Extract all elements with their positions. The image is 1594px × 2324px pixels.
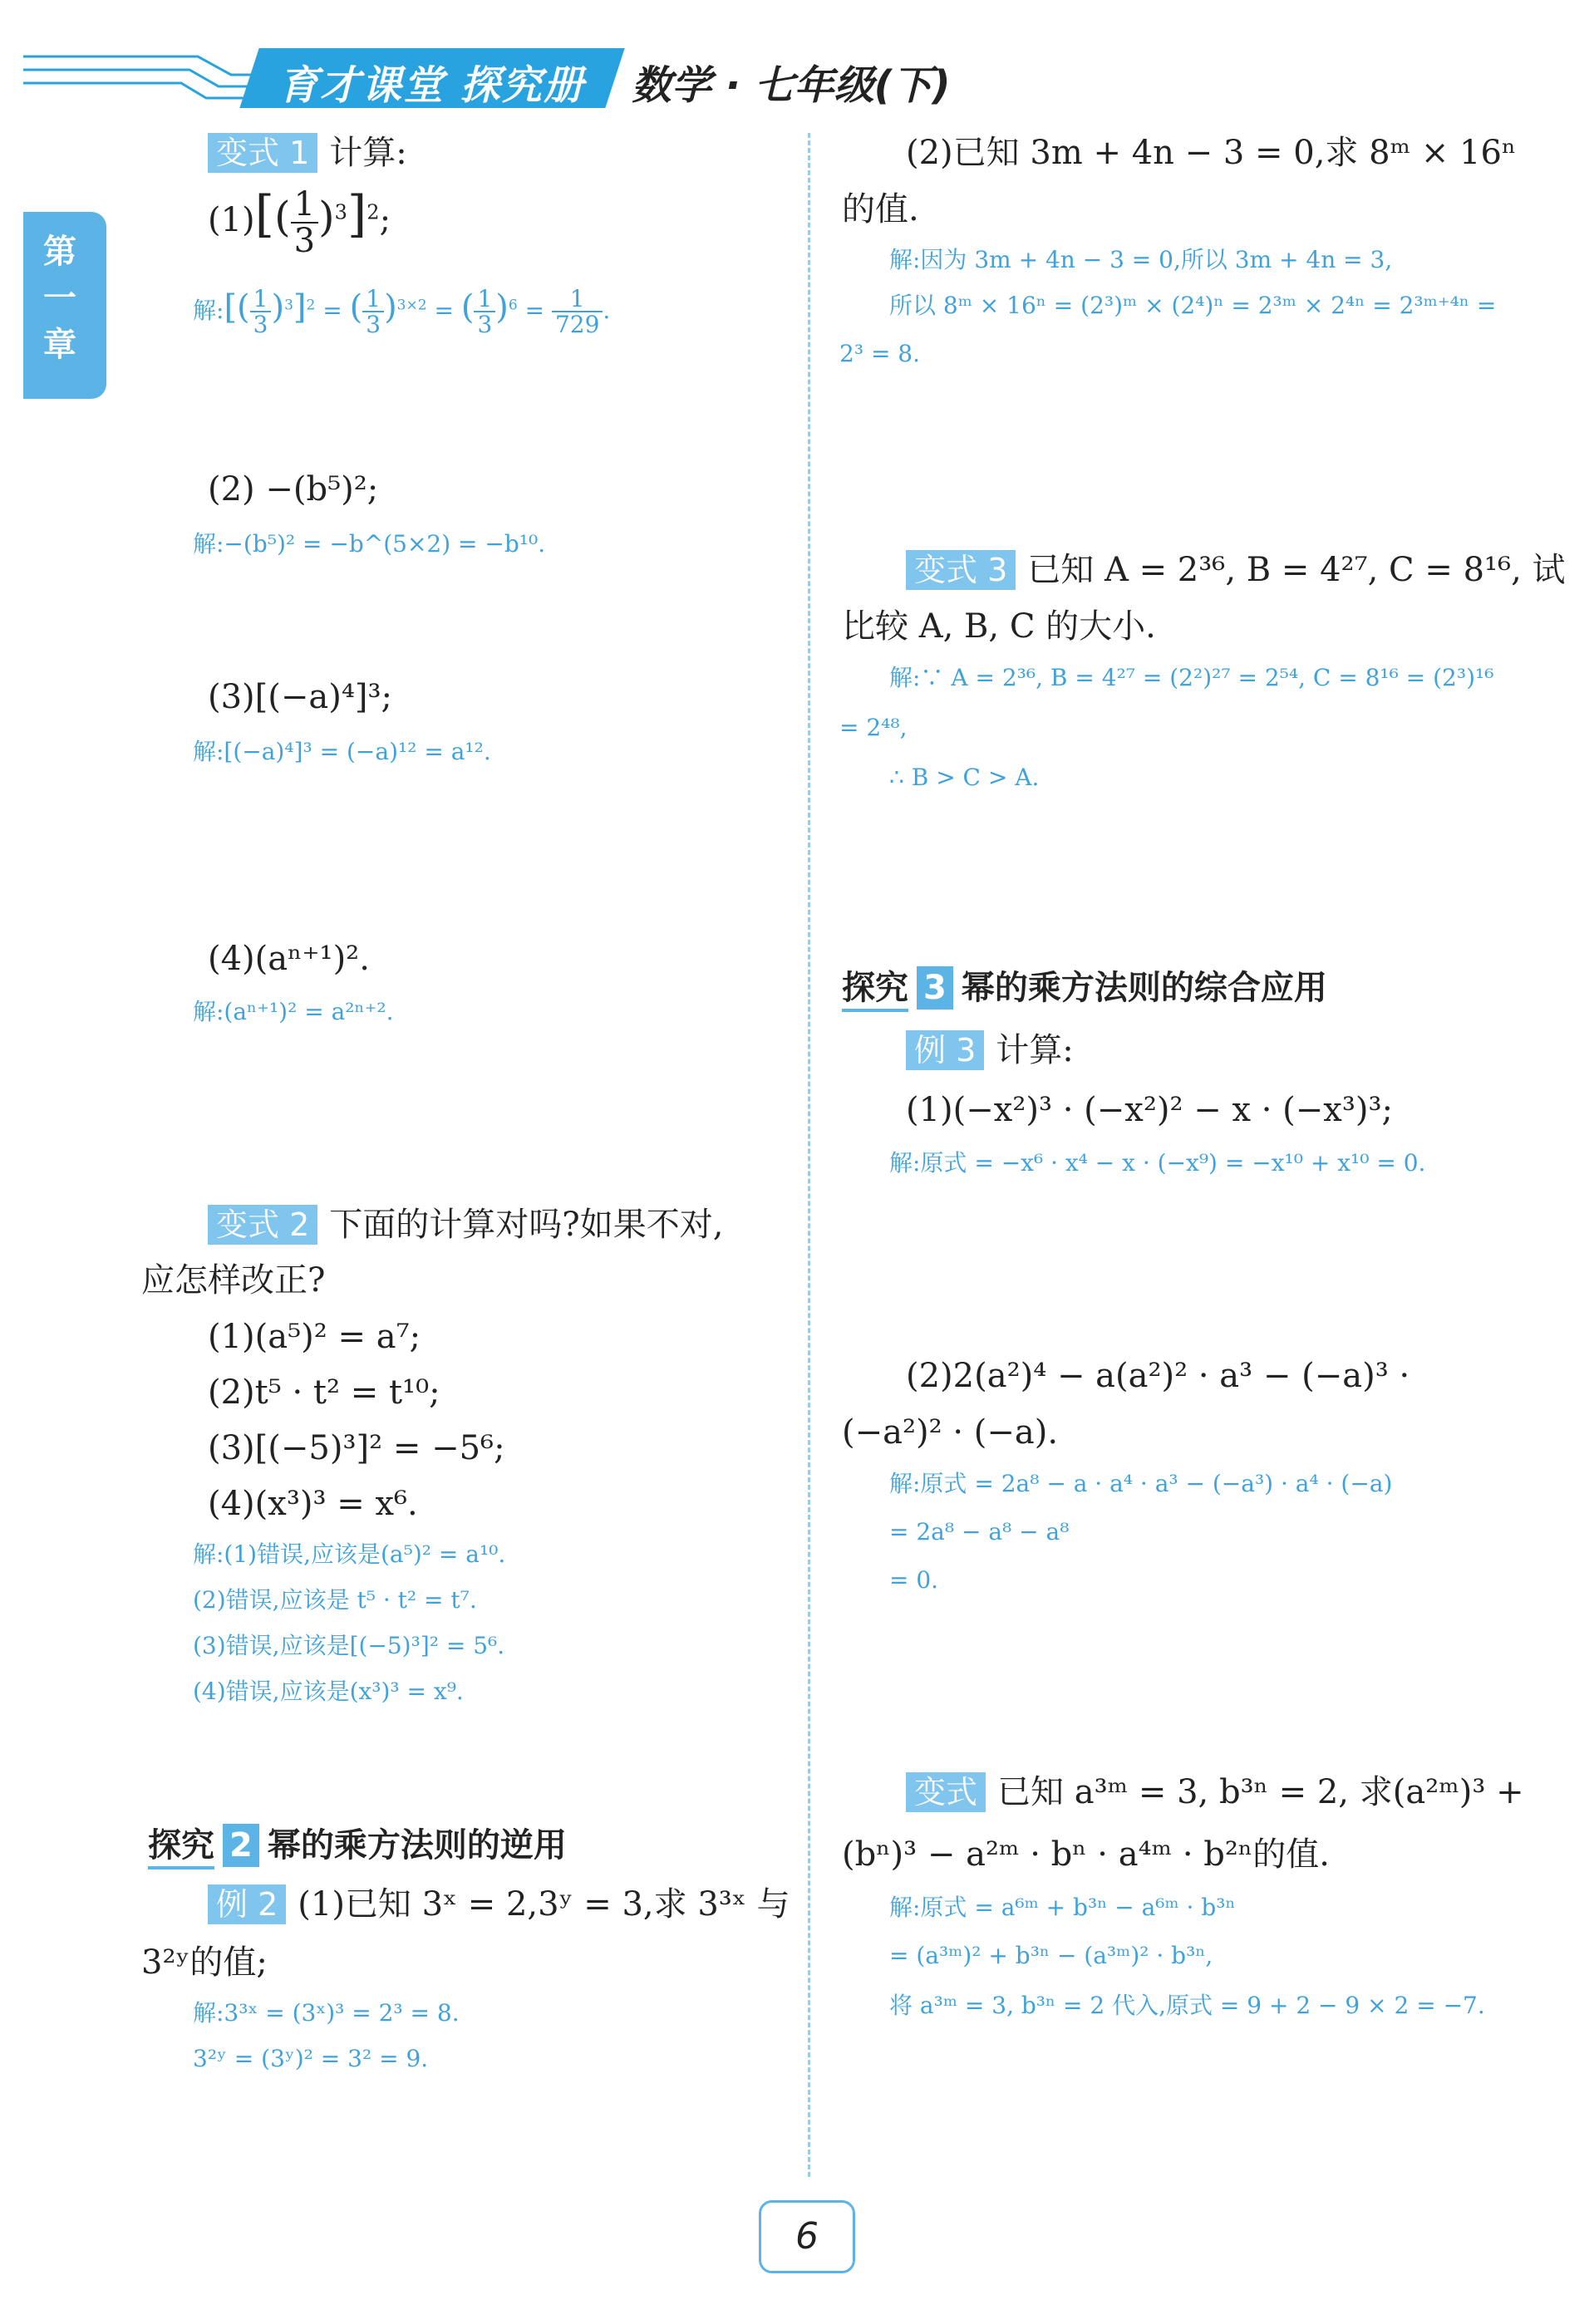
ex3-answer-2-line-1: 解:原式 = 2a⁸ − a · a⁴ · a³ − (−a³) · a⁴ · (−a) — [889, 1470, 1393, 1497]
example-2-line-1: (1)已知 3ˣ = 2,3ʸ = 3,求 3³ˣ 与 — [298, 1885, 790, 1924]
ex2-answer-2: 3²ʸ = (3ʸ)² = 3² = 9. — [193, 2045, 429, 2072]
v1-question-4: (4)(aⁿ⁺¹)². — [208, 940, 370, 978]
ex3-answer-2-line-2: = 2a⁸ − a⁸ − a⁸ — [889, 1518, 1070, 1545]
vf-answer-1: 解:原式 = a⁶ᵐ + b³ⁿ − a⁶ᵐ · b³ⁿ — [889, 1894, 1236, 1921]
v1-answer-1: 解:[( $\frac{1}{3}$ )$^3$]$^2$ = ( $\frac{1}{3}$ )$^{3\times 2}$ = ( $\frac{1}{3}$ )$^6$ = $\frac{1}{729}$ . — [193, 285, 611, 339]
section-2-heading — [148, 1824, 567, 1867]
v2-item-4: (4)(x³)³ = x⁶. — [208, 1485, 418, 1523]
vf-answer-2: = (a³ᵐ)² + b³ⁿ − (a³ᵐ)² · b³ⁿ, — [889, 1942, 1213, 1969]
v1-question-3: (3)[(−a)⁴]³; — [208, 678, 392, 716]
variant-2-title: 下面的计算对吗?如果不对, — [329, 1206, 724, 1244]
series-title: 育才课堂 探究册 — [278, 62, 585, 109]
example-3-badge: 例 3 — [906, 1030, 984, 1070]
v2-answer-4: (4)错误,应该是(x³)³ = x⁹. — [193, 1678, 464, 1705]
v2-answer-3: (3)错误,应该是[(−5)³]² = 5⁶. — [193, 1632, 505, 1659]
example-3-title: 计算: — [996, 1031, 1074, 1069]
chapter-label-char-3: 章 — [43, 326, 76, 364]
variant-final-badge: 变式 — [906, 1772, 986, 1812]
ex3-answer-2-line-3: = 0. — [889, 1566, 939, 1594]
ex2b-answer-3: 2³ = 8. — [839, 340, 921, 367]
example-3-heading — [906, 1030, 1074, 1070]
section-3-heading — [842, 966, 1327, 1010]
ex2-answer-1: 解:3³ˣ = (3ˣ)³ = 2³ = 8. — [193, 1999, 460, 2027]
v2-item-3: (3)[(−5)³]² = −5⁶; — [208, 1429, 505, 1467]
variant-final-line-1: 已知 a³ᵐ = 3, b³ⁿ = 2, 求(a²ᵐ)³ + — [997, 1773, 1524, 1811]
variant-3-heading — [906, 550, 1566, 590]
variant-final-line-2: (bⁿ)³ − a²ᵐ · bⁿ · a⁴ᵐ · b²ⁿ的值. — [842, 1835, 1330, 1874]
column-divider — [808, 133, 810, 2177]
variant-3-line-2: 比较 A, B, C 的大小. — [842, 607, 1156, 646]
chapter-label-char-1: 第 — [43, 233, 76, 271]
subject-title: 数学 · 七年级(下) — [632, 62, 951, 109]
ex2b-line-2: 的值. — [842, 190, 919, 228]
v3-answer-2: = 2⁴⁸, — [839, 714, 908, 741]
section-2-title: 幂的乘方法则的逆用 — [267, 1826, 567, 1865]
header-decoration-lines — [23, 42, 273, 116]
ex2b-answer-2: 所以 8ᵐ × 16ⁿ = (2³)ᵐ × (2⁴)ⁿ = 2³ᵐ × 2⁴ⁿ = 2³ᵐ⁺⁴ⁿ = — [889, 292, 1497, 319]
variant-2-title-line2: 应怎样改正? — [141, 1261, 326, 1300]
example-2-heading — [208, 1884, 790, 1924]
variant-3-line-1: 已知 A = 2³⁶, B = 4²⁷, C = 8¹⁶, 试 — [1027, 551, 1566, 589]
variant-final-heading — [906, 1772, 1524, 1812]
section-2-number: 2 — [223, 1824, 259, 1867]
page-number: 6 — [759, 2200, 855, 2273]
ex3-question-2-line-1: (2)2(a²)⁴ − a(a²)² · a³ − (−a)³ · — [906, 1357, 1410, 1395]
v1-answer-2: 解:−(b⁵)² = −b^(5×2) = −b¹⁰. — [193, 530, 546, 558]
v1-q1-label: (1) — [208, 201, 255, 239]
v2-item-2: (2)t⁵ · t² = t¹⁰; — [208, 1373, 440, 1412]
ex3-question-1: (1)(−x²)³ · (−x²)² − x · (−x³)³; — [906, 1091, 1393, 1129]
section-3-word: 探究 — [842, 969, 908, 1012]
chapter-label-char-2: 一 — [43, 279, 76, 317]
example-2-badge: 例 2 — [208, 1884, 286, 1924]
variant-1-badge: 变式 1 — [208, 133, 317, 173]
v1-question-1: (1)[( $\frac{1}{3}$ )$^3$]$^2$; — [208, 185, 391, 260]
v2-item-1: (1)(a⁵)² = a⁷; — [208, 1318, 421, 1356]
v1-q1-end: ; — [379, 201, 391, 239]
variant-1-title: 计算: — [329, 134, 407, 172]
v1-answer-4: 解:(aⁿ⁺¹)² = a²ⁿ⁺². — [193, 998, 394, 1025]
variant-3-badge: 变式 3 — [906, 550, 1016, 590]
ex2b-line-1: (2)已知 3m + 4n − 3 = 0,求 8ᵐ × 16ⁿ — [906, 134, 1517, 172]
chapter-side-tab — [23, 212, 106, 399]
section-2-word: 探究 — [148, 1826, 214, 1870]
v1-question-2: (2) −(b⁵)²; — [208, 470, 379, 509]
v1-a1-label: 解: — [193, 296, 224, 324]
variant-2-heading — [208, 1205, 723, 1245]
v3-answer-1: 解:∵ A = 2³⁶, B = 4²⁷ = (2²)²⁷ = 2⁵⁴, C = 8¹⁶ = (2³)¹⁶ — [889, 664, 1494, 691]
section-3-title: 幂的乘方法则的综合应用 — [961, 969, 1327, 1007]
v3-answer-3: ∴ B > C > A. — [889, 764, 1040, 791]
vf-answer-3: 将 a³ᵐ = 3, b³ⁿ = 2 代入,原式 = 9 + 2 − 9 × 2 = −7. — [889, 1992, 1485, 2019]
ex2b-answer-1: 解:因为 3m + 4n − 3 = 0,所以 3m + 4n = 3, — [889, 246, 1393, 273]
variant-1-heading — [208, 133, 407, 173]
ex3-answer-1: 解:原式 = −x⁶ · x⁴ − x · (−x⁹) = −x¹⁰ + x¹⁰ = 0. — [889, 1149, 1426, 1177]
v2-answer-1: 解:(1)错误,应该是(a⁵)² = a¹⁰. — [193, 1540, 506, 1568]
ex3-question-2-line-2: (−a²)² · (−a). — [842, 1413, 1059, 1452]
section-3-number: 3 — [917, 966, 953, 1010]
v2-answer-2: (2)错误,应该是 t⁵ · t² = t⁷. — [193, 1586, 477, 1614]
v1-answer-3: 解:[(−a)⁴]³ = (−a)¹² = a¹². — [193, 738, 491, 765]
example-2-line-2: 3²ʸ的值; — [141, 1943, 268, 1982]
variant-2-badge: 变式 2 — [208, 1205, 317, 1245]
